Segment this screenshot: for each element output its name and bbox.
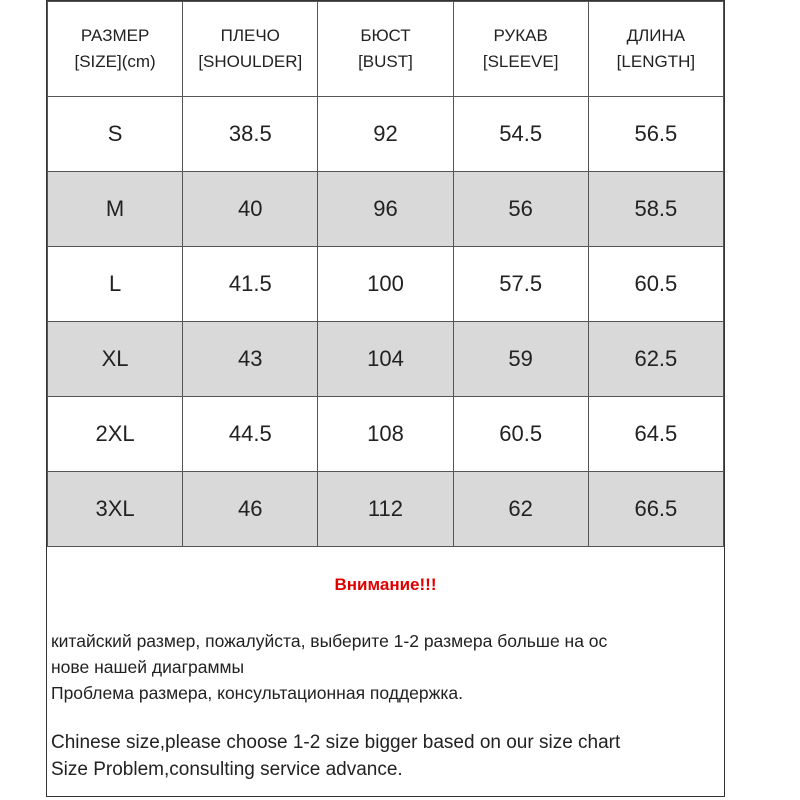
header-label: РУКАВ xyxy=(493,26,548,45)
table-row xyxy=(48,322,724,397)
cell-shoulder: 40 xyxy=(183,172,318,247)
notice-line: китайский размер, пожалуйста, выберите 1-2 размера больше на ос xyxy=(51,631,608,651)
table-header-row xyxy=(48,2,724,97)
cell-sleeve: 54.5 xyxy=(453,97,588,172)
table-row xyxy=(48,472,724,547)
cell-shoulder: 46 xyxy=(183,472,318,547)
header-shoulder xyxy=(183,2,318,97)
header-sleeve xyxy=(453,2,588,97)
size-chart xyxy=(46,0,725,797)
notice-text-ru xyxy=(51,628,719,706)
cell-length: 56.5 xyxy=(588,97,723,172)
cell-length: 66.5 xyxy=(588,472,723,547)
cell-size: L xyxy=(48,247,183,322)
notice-title: Внимание!!! xyxy=(334,575,437,594)
notice-section xyxy=(47,547,724,797)
table-row xyxy=(48,172,724,247)
cell-size: S xyxy=(48,97,183,172)
notice-line: Проблема размера, консультационная поддержка. xyxy=(51,683,463,703)
header-label: БЮСТ xyxy=(360,26,411,45)
cell-bust: 92 xyxy=(318,97,453,172)
header-size xyxy=(48,2,183,97)
header-label-en: [LENGTH] xyxy=(616,52,696,71)
table-row xyxy=(48,247,724,322)
notice-line: нове нашей диаграммы xyxy=(51,657,245,677)
cell-length: 62.5 xyxy=(588,322,723,397)
header-label-en: [SIZE](cm) xyxy=(74,52,156,71)
header-label: РАЗМЕР xyxy=(80,26,150,45)
cell-size: 3XL xyxy=(48,472,183,547)
cell-shoulder: 38.5 xyxy=(183,97,318,172)
cell-length: 60.5 xyxy=(588,247,723,322)
header-label: ДЛИНА xyxy=(626,26,686,45)
cell-length: 58.5 xyxy=(588,172,723,247)
cell-sleeve: 57.5 xyxy=(453,247,588,322)
cell-bust: 104 xyxy=(318,322,453,397)
notice-text-en xyxy=(51,729,719,783)
cell-size: 2XL xyxy=(48,397,183,472)
header-label-en: [SHOULDER] xyxy=(198,52,303,71)
cell-bust: 100 xyxy=(318,247,453,322)
cell-bust: 112 xyxy=(318,472,453,547)
notice-line: Chinese size,please choose 1-2 size bigger based on our size chart xyxy=(51,732,621,753)
cell-sleeve: 59 xyxy=(453,322,588,397)
cell-bust: 96 xyxy=(318,172,453,247)
cell-length: 64.5 xyxy=(588,397,723,472)
header-length xyxy=(588,2,723,97)
cell-shoulder: 43 xyxy=(183,322,318,397)
cell-bust: 108 xyxy=(318,397,453,472)
header-bust xyxy=(318,2,453,97)
cell-shoulder: 41.5 xyxy=(183,247,318,322)
header-label: ПЛЕЧО xyxy=(220,26,280,45)
cell-shoulder: 44.5 xyxy=(183,397,318,472)
size-table xyxy=(47,1,724,547)
cell-sleeve: 60.5 xyxy=(453,397,588,472)
table-row xyxy=(48,397,724,472)
notice-line: Size Problem,consulting service advance. xyxy=(51,759,403,780)
cell-sleeve: 56 xyxy=(453,172,588,247)
cell-size: M xyxy=(48,172,183,247)
header-label-en: [SLEEVE] xyxy=(482,52,559,71)
header-label-en: [BUST] xyxy=(358,52,413,71)
cell-sleeve: 62 xyxy=(453,472,588,547)
table-row xyxy=(48,97,724,172)
cell-size: XL xyxy=(48,322,183,397)
